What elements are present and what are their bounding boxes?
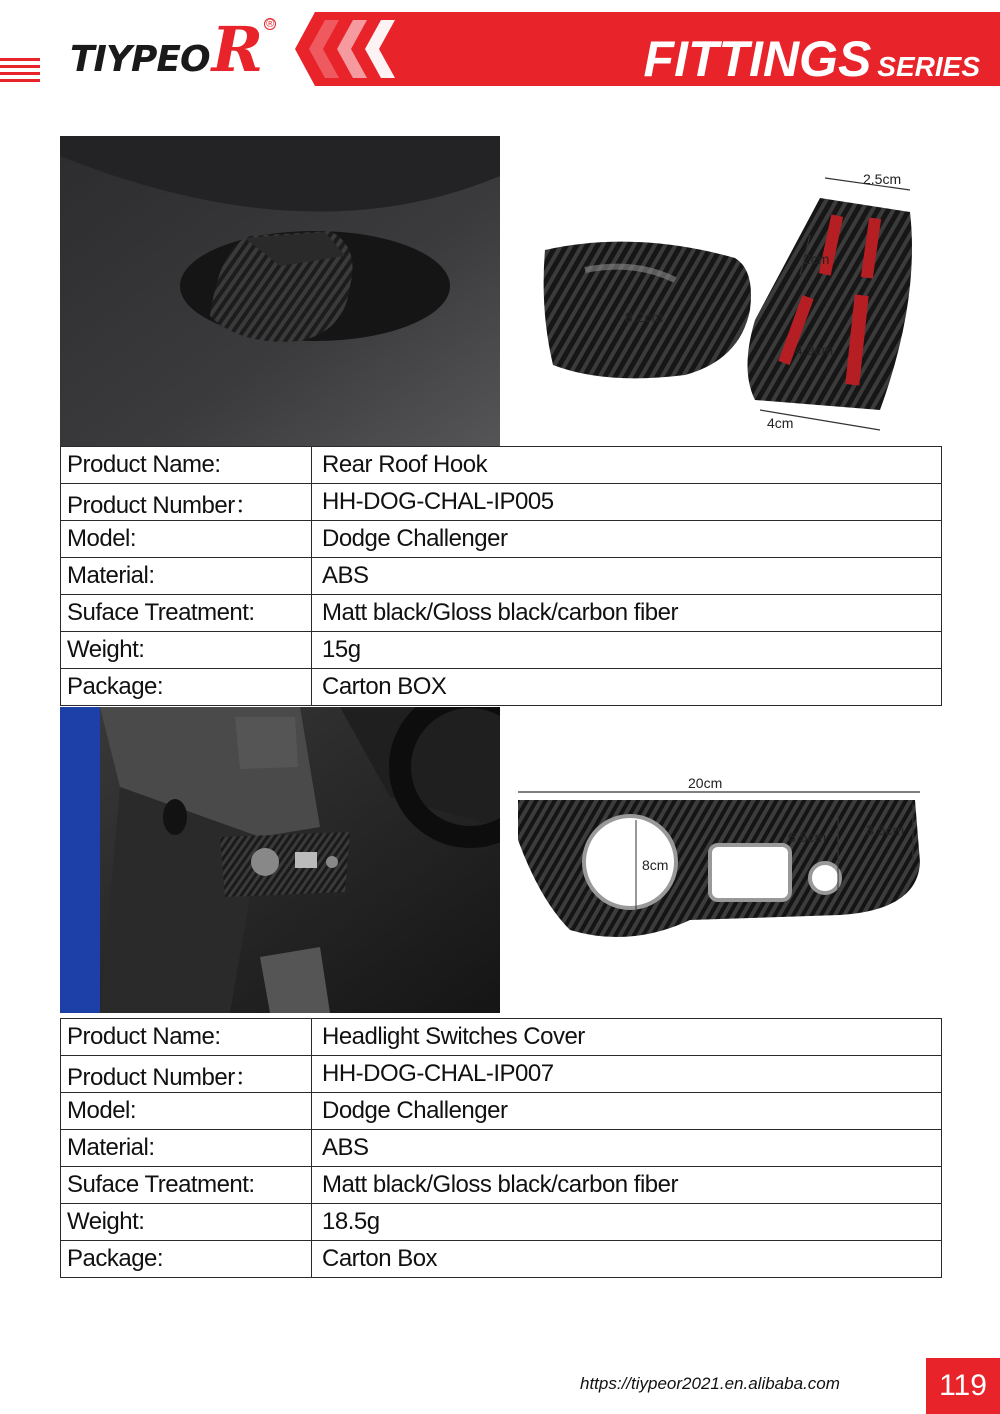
spec-value: Dodge Challenger	[312, 521, 942, 558]
spec-value: ABS	[312, 558, 942, 595]
registered-mark: ®	[266, 18, 275, 30]
banner-title-sub: SERIES	[877, 51, 980, 82]
logo-text: TIYPEO	[70, 39, 210, 80]
dimension-label: 3.5cm	[866, 822, 905, 838]
table-row	[61, 1241, 942, 1278]
rear-roof-hook-installed-photo	[60, 136, 500, 446]
spec-label: Weight:	[61, 1204, 312, 1241]
spec-value: Matt black/Gloss black/carbon fiber	[312, 1167, 942, 1204]
dimension-label: 2cm	[803, 251, 830, 267]
rear-roof-hook-dimension-photo	[525, 160, 930, 445]
spec-label: Material:	[61, 558, 312, 595]
spec-value: 18.5g	[312, 1204, 942, 1241]
spec-value: 15g	[312, 632, 942, 669]
table-row	[61, 595, 942, 632]
decorative-stripes	[0, 58, 40, 86]
banner-title-main: FITTINGS	[643, 31, 872, 87]
spec-value: Rear Roof Hook	[312, 447, 942, 484]
series-banner	[295, 12, 1000, 86]
table-row	[61, 1093, 942, 1130]
spec-value: HH-DOG-CHAL-IP007	[312, 1056, 942, 1093]
dimension-label: 4.9cm	[795, 342, 834, 358]
spec-label: Suface Treatment:	[61, 1167, 312, 1204]
spec-label: Model:	[61, 521, 312, 558]
rear-roof-hook-spec-table	[60, 446, 942, 706]
spec-value: Carton Box	[312, 1241, 942, 1278]
table-row	[61, 1130, 942, 1167]
spec-label: Package:	[61, 669, 312, 706]
table-row	[61, 1056, 942, 1093]
logo-r: R	[211, 13, 264, 87]
dimension-label: 8cm	[642, 857, 669, 873]
brand-logo	[70, 13, 276, 87]
spec-label: Model:	[61, 1093, 312, 1130]
table-row	[61, 1204, 942, 1241]
spec-label: Weight:	[61, 632, 312, 669]
spec-label: Suface Treatment:	[61, 595, 312, 632]
headlight-switch-installed-photo	[60, 707, 500, 1013]
page-number: 119	[926, 1358, 1000, 1414]
spec-value: Matt black/Gloss black/carbon fiber	[312, 595, 942, 632]
table-row	[61, 447, 942, 484]
table-row	[61, 669, 942, 706]
dimension-label: 6.5cm	[788, 829, 827, 845]
table-row	[61, 1167, 942, 1204]
spec-value: HH-DOG-CHAL-IP005	[312, 484, 942, 521]
table-row	[61, 484, 942, 521]
dimension-label: 4cm	[767, 415, 794, 431]
headlight-switch-dimension-photo	[510, 770, 930, 960]
spec-label: Product Number：	[61, 484, 312, 521]
table-row	[61, 521, 942, 558]
spec-value: Headlight Switches Cover	[312, 1019, 942, 1056]
table-row	[61, 558, 942, 595]
spec-label: Material:	[61, 1130, 312, 1167]
spec-value: ABS	[312, 1130, 942, 1167]
spec-label: Product Number：	[61, 1056, 312, 1093]
headlight-switch-spec-table	[60, 1018, 942, 1278]
dimension-label: 8.2cm	[625, 309, 664, 325]
spec-label: Package:	[61, 1241, 312, 1278]
spec-value: Carton BOX	[312, 669, 942, 706]
dimension-label: 20cm	[688, 775, 723, 791]
table-row	[61, 632, 942, 669]
dimension-label: 2.5cm	[863, 171, 902, 187]
page-header	[0, 0, 1000, 100]
banner-title	[644, 30, 980, 88]
spec-label: Product Name:	[61, 447, 312, 484]
spec-value: Dodge Challenger	[312, 1093, 942, 1130]
store-url-link[interactable]: https://tiypeor2021.en.alibaba.com	[580, 1374, 840, 1393]
table-row	[61, 1019, 942, 1056]
spec-label: Product Name:	[61, 1019, 312, 1056]
